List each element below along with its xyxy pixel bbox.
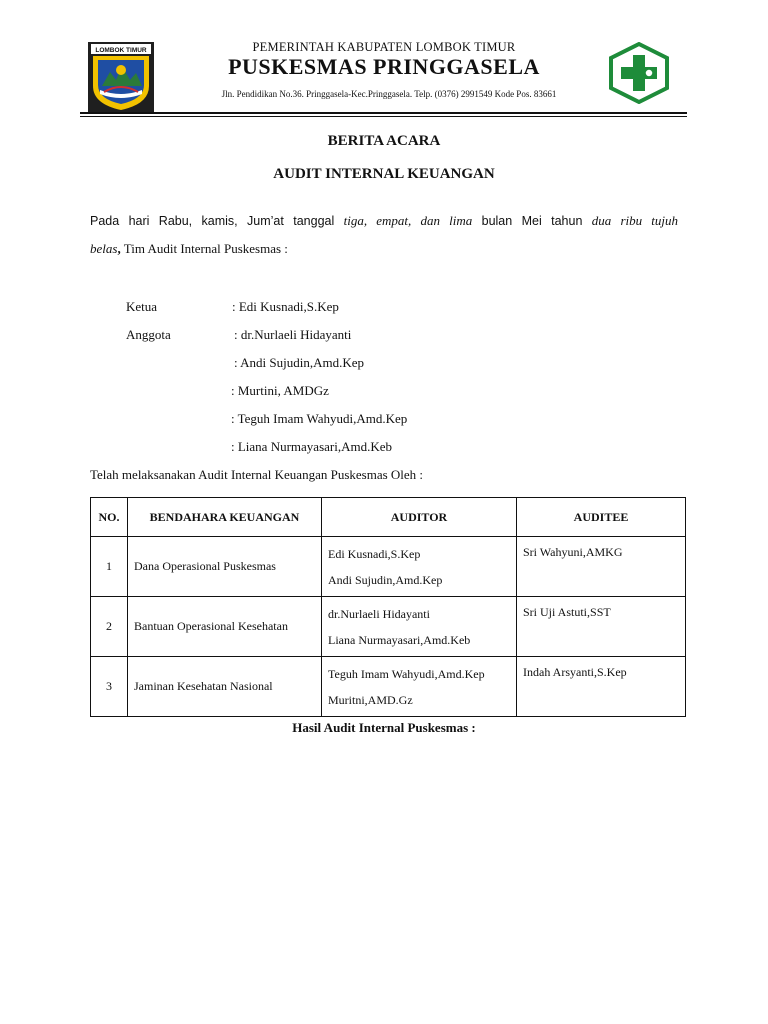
row-auditor: Andi Sujudin,Amd.Kep <box>328 572 443 587</box>
table-row <box>91 657 686 717</box>
header-no: NO. <box>91 498 128 537</box>
row-auditor: Teguh Imam Wahyudi,Amd.Kep <box>328 666 485 681</box>
header-auditor: AUDITOR <box>322 498 517 537</box>
row-auditors <box>322 537 517 597</box>
table-row <box>91 537 686 597</box>
audit-table <box>90 497 686 717</box>
header-bendahara: BENDAHARA KEUANGAN <box>128 498 322 537</box>
letterhead-rule-thick <box>80 112 687 114</box>
anggota-member: : Murtini, AMDGz <box>231 383 329 398</box>
emblem-label: LOMBOK TIMUR <box>95 47 147 54</box>
row-auditors <box>322 597 517 657</box>
opening-paragraph-line2 <box>90 241 288 257</box>
row-auditor: dr.Nurlaeli Hidayanti <box>328 606 430 621</box>
letterhead-rule-thin <box>80 116 687 117</box>
anggota-member: : Liana Nurmayasari,Amd.Keb <box>231 439 393 454</box>
opening-paragraph-line1 <box>90 213 678 229</box>
row-bendahara: Jaminan Kesehatan Nasional <box>128 657 322 717</box>
table-intro: Telah melaksanakan Audit Internal Keuangan Puskesmas Oleh : <box>90 467 424 482</box>
row-auditors <box>322 657 517 717</box>
row-no: 3 <box>91 657 128 717</box>
organization-name: PUSKESMAS PRINGGASELA <box>228 54 540 79</box>
government-name: PEMERINTAH KABUPATEN LOMBOK TIMUR <box>252 40 516 54</box>
paragraph-part1: Pada hari Rabu, kamis, Jum’at tanggal <box>90 214 344 228</box>
table-row <box>91 597 686 657</box>
paragraph-year-b: belas <box>90 241 118 256</box>
paragraph-part2: bulan Mei tahun <box>472 214 592 228</box>
row-auditor: Muritni,AMD.Gz <box>328 692 413 707</box>
row-bendahara: Bantuan Operasional Kesehatan <box>128 597 322 657</box>
anggota-member: : Andi Sujudin,Amd.Kep <box>234 355 365 370</box>
document-subtitle: AUDIT INTERNAL KEUANGAN <box>273 166 495 182</box>
paragraph-part3: Tim Audit Internal Puskesmas : <box>120 241 288 256</box>
row-auditee: Sri Uji Astuti,SST <box>517 597 686 657</box>
document-title: BERITA ACARA <box>327 133 441 149</box>
row-auditor: Edi Kusnadi,S.Kep <box>328 546 421 561</box>
paragraph-year-a: dua ribu tujuh <box>591 213 678 228</box>
row-bendahara: Dana Operasional Puskesmas <box>128 537 322 597</box>
anggota-member: : dr.Nurlaeli Hidayanti <box>234 327 352 342</box>
ketua-label: Ketua <box>126 299 158 314</box>
header-auditee: AUDITEE <box>517 498 686 537</box>
row-auditor: Liana Nurmayasari,Amd.Keb <box>328 632 471 647</box>
anggota-label: Anggota <box>126 327 171 342</box>
anggota-member: : Teguh Imam Wahyudi,Amd.Kep <box>231 411 408 426</box>
paragraph-dates: tiga, empat, dan lima <box>343 213 473 228</box>
ketua-name: : Edi Kusnadi,S.Kep <box>232 299 339 314</box>
row-auditee: Sri Wahyuni,AMKG <box>517 537 686 597</box>
organization-address: Jln. Pendidikan No.36. Pringgasela-Kec.Pringgasela. Telp. (0376) 2991549 Kode Pos. 83661 <box>221 89 557 99</box>
paragraph-comma: , <box>117 241 121 256</box>
row-auditee: Indah Arsyanti,S.Kep <box>517 657 686 717</box>
result-heading: Hasil Audit Internal Puskesmas : <box>292 720 476 735</box>
table-header-row <box>91 498 686 537</box>
row-no: 1 <box>91 537 128 597</box>
row-no: 2 <box>91 597 128 657</box>
